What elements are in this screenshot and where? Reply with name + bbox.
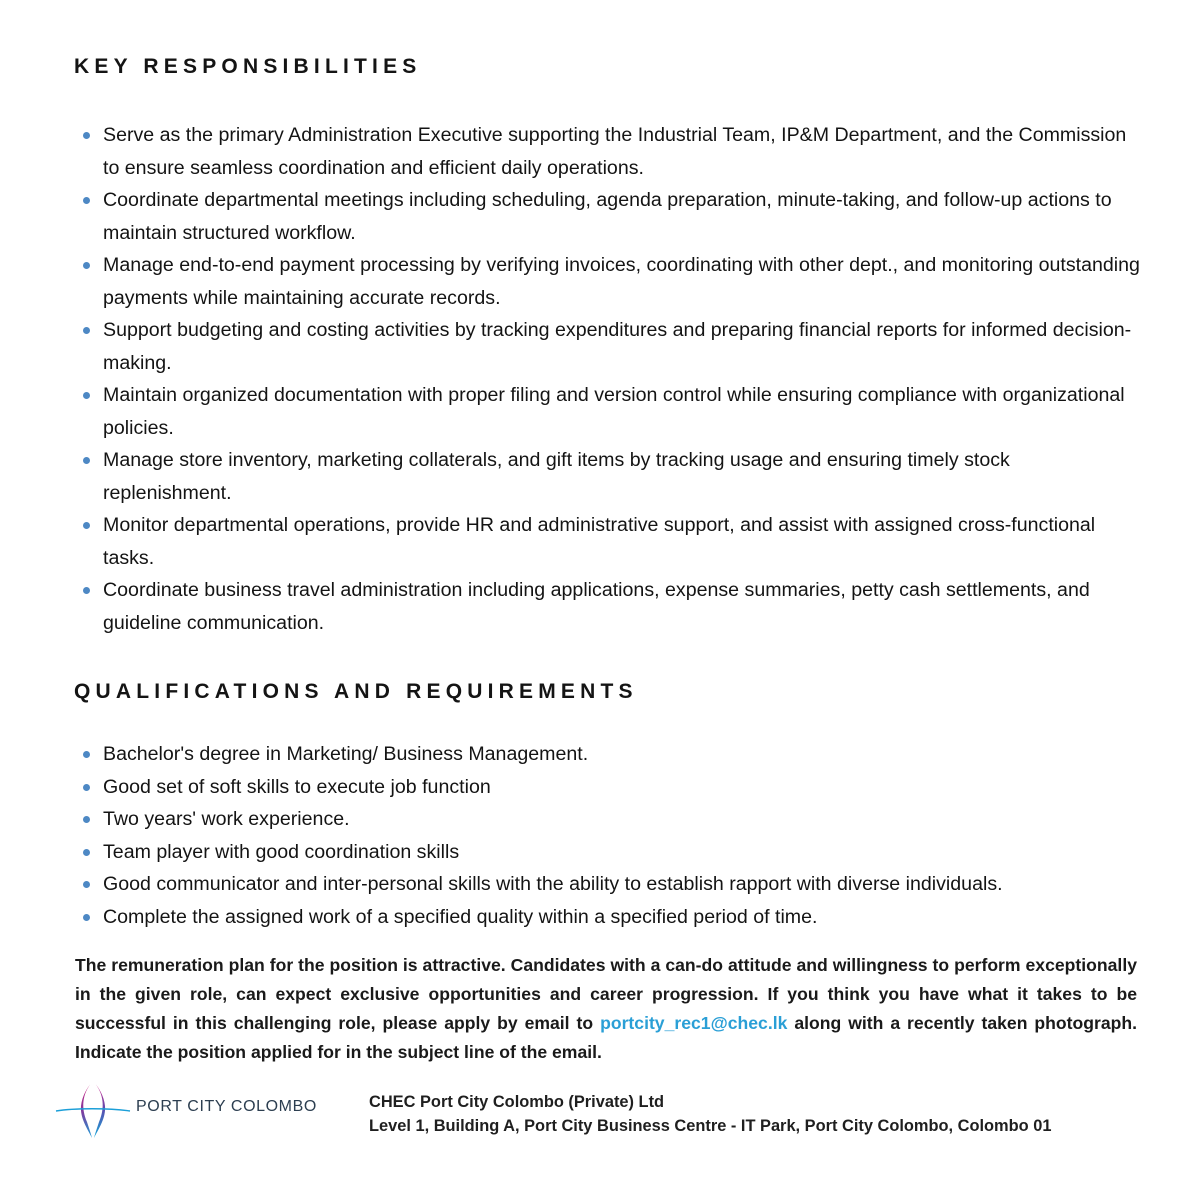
list-item-text: Coordinate departmental meetings including scheduling, agenda preparation, minute-taking, and follow-up actions to maintain structured workflow. <box>103 189 1112 244</box>
list-item-text: Coordinate business travel administration including applications, expense summaries, petty cash settlements, and guideline communication. <box>103 579 1090 634</box>
bullet-icon <box>83 327 90 334</box>
list-item-text: Maintain organized documentation with proper filing and version control while ensuring compliance with organizational policies. <box>103 384 1125 439</box>
list-item <box>83 836 1143 869</box>
list-item-text: Manage end-to-end payment processing by verifying invoices, coordinating with other dept., and monitoring outstanding payments while maintaining accurate records. <box>103 254 1140 309</box>
port-city-colombo-logo-icon <box>54 1078 132 1140</box>
bullet-icon <box>83 784 90 791</box>
subject-line-instruction: Indicate the position applied for in the subject line of the email. <box>75 1042 602 1062</box>
closing-paragraph <box>75 951 1137 1067</box>
logo-text: PORT CITY COLOMBO <box>136 1098 317 1115</box>
responsibilities-list <box>83 119 1143 639</box>
list-item-text: Bachelor's degree in Marketing/ Business Management. <box>103 743 589 765</box>
company-address: Level 1, Building A, Port City Business Centre - IT Park, Port City Colombo, Colombo 01 <box>369 1117 1052 1135</box>
list-item <box>83 574 1143 639</box>
bullet-icon <box>83 816 90 823</box>
list-item <box>83 184 1143 249</box>
list-item <box>83 868 1143 901</box>
apply-email-link[interactable]: portcity_rec1@chec.lk <box>600 1013 788 1033</box>
bullet-icon <box>83 522 90 529</box>
qualifications-list <box>83 738 1143 933</box>
list-item-text: Complete the assigned work of a specified quality within a specified period of time. <box>103 905 818 928</box>
list-item-text: Manage store inventory, marketing collaterals, and gift items by tracking usage and ensuring timely stock replenishment. <box>103 449 1010 504</box>
list-item <box>83 249 1143 314</box>
list-item-text: Good communicator and inter-personal skills with the ability to establish rapport with diverse individuals. <box>103 873 1003 895</box>
list-item-text: Monitor departmental operations, provide HR and administrative support, and assist with assigned cross-functional tasks. <box>103 514 1096 569</box>
bullet-icon <box>83 881 90 888</box>
port-city-colombo-logo <box>54 1078 374 1140</box>
bullet-icon <box>83 914 90 921</box>
list-item-text: Two years' work experience. <box>103 808 350 830</box>
list-item-text: Serve as the primary Administration Executive supporting the Industrial Team, IP&M Department, and the Commission to ensure seamless coordination and efficient daily operations. <box>103 124 1127 179</box>
key-responsibilities-heading: KEY RESPONSIBILITIES <box>74 55 422 78</box>
list-item <box>83 314 1143 379</box>
closing-text-after-email: along with a recently taken photograph. <box>787 1013 1137 1033</box>
list-item <box>83 771 1143 804</box>
bullet-icon <box>83 849 90 856</box>
bullet-icon <box>83 587 90 594</box>
company-name: CHEC Port City Colombo (Private) Ltd <box>369 1093 665 1111</box>
list-item <box>83 379 1143 444</box>
qualifications-heading: QUALIFICATIONS AND REQUIREMENTS <box>74 680 638 703</box>
list-item <box>83 738 1143 771</box>
list-item <box>83 901 1143 934</box>
list-item <box>83 444 1143 509</box>
bullet-icon <box>83 392 90 399</box>
bullet-icon <box>83 197 90 204</box>
list-item <box>83 803 1143 836</box>
closing-text: The remuneration plan for the position is attractive. Candidates with a can-do attitude and willingness to perform exceptionally in the given role, can expect exclusive opportunities and career progression. If you think you have what it takes to be successful in this challenging role, please apply by email to <box>75 955 1137 1033</box>
bullet-icon <box>83 457 90 464</box>
list-item <box>83 119 1143 184</box>
list-item-text: Team player with good coordination skills <box>103 840 460 863</box>
bullet-icon <box>83 751 90 758</box>
list-item-text: Good set of soft skills to execute job function <box>103 775 491 798</box>
bullet-icon <box>83 132 90 139</box>
list-item <box>83 509 1143 574</box>
footer-address <box>369 1090 1051 1138</box>
list-item-text: Support budgeting and costing activities by tracking expenditures and preparing financial reports for informed decision-making. <box>103 319 1132 374</box>
bullet-icon <box>83 262 90 269</box>
